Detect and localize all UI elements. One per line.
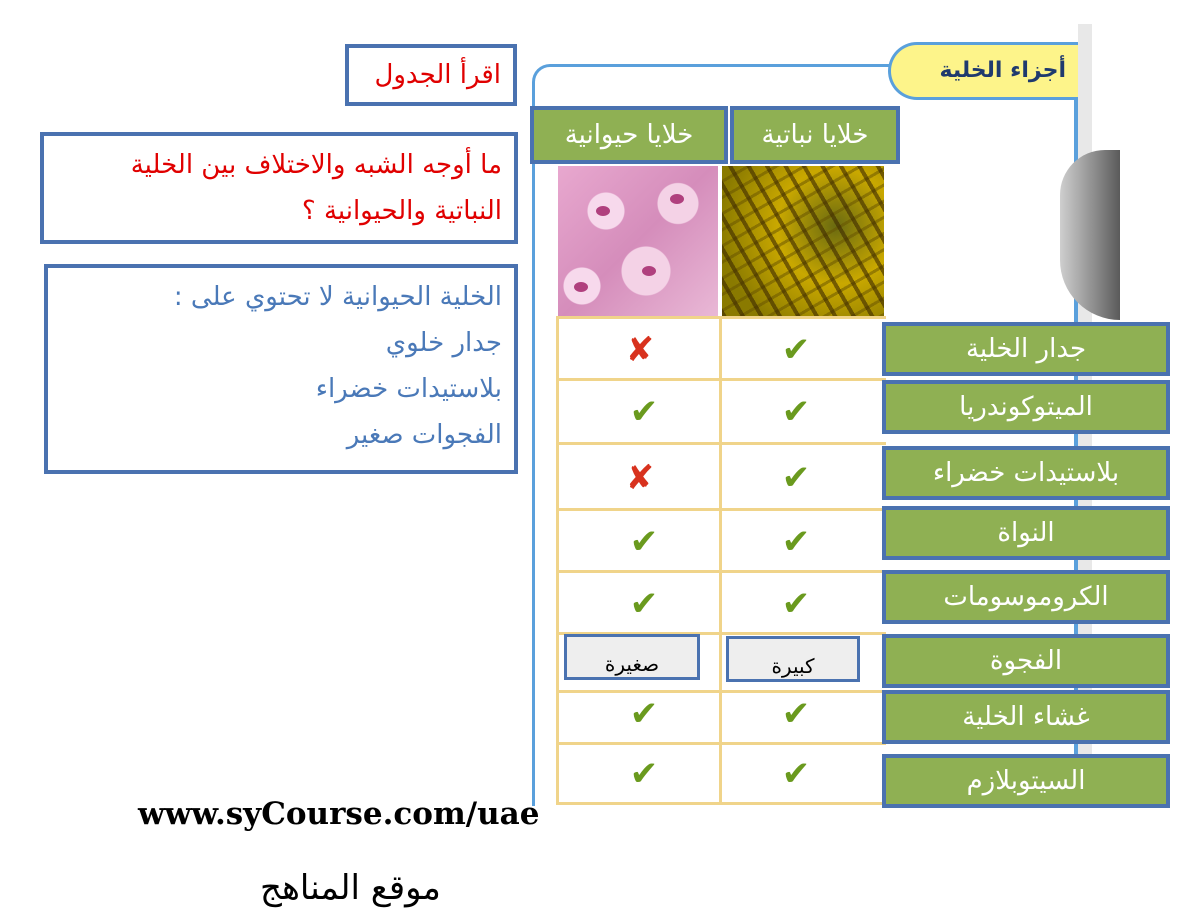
- row-label-text: بلاستيدات خضراء: [932, 458, 1120, 488]
- question-line-1: ما أوجه الشبه والاختلاف بين الخلية: [130, 150, 502, 180]
- answer-line-3: بلاستيدات خضراء: [315, 374, 502, 404]
- row-label-text: الميتوكوندريا: [959, 392, 1093, 422]
- row-label-text: جدار الخلية: [965, 334, 1087, 364]
- vacuole-size-animal-text: صغيرة: [604, 652, 660, 676]
- row-label-cell-membrane: [882, 690, 1170, 744]
- header-plant-cells: [730, 106, 900, 164]
- header-plant-label: خلايا نباتية: [761, 120, 869, 150]
- vacuole-size-plant: [726, 636, 860, 682]
- nucleus-mark: [670, 194, 684, 204]
- question-line-2: النباتية والحيوانية ؟: [301, 196, 502, 226]
- check-mark-icon: ✔: [781, 694, 811, 734]
- check-mark-icon: ✔: [629, 584, 659, 624]
- read-table-box: [345, 44, 517, 106]
- row-label-text: الفجوة: [989, 646, 1063, 676]
- check-mark-icon: ✔: [781, 522, 811, 562]
- site-name: موقع المناهج: [260, 868, 441, 908]
- row-label-vacuole: [882, 634, 1170, 688]
- vacuole-size-plant-text: كبيرة: [771, 654, 815, 678]
- row-label-nucleus: [882, 506, 1170, 560]
- table-grid-line: [556, 318, 559, 804]
- animal-cells-image: [558, 166, 718, 316]
- check-mark-icon: ✔: [781, 392, 811, 432]
- cross-mark-icon: ✘: [625, 330, 655, 370]
- check-mark-icon: ✔: [629, 522, 659, 562]
- read-table-text: اقرأ الجدول: [374, 60, 501, 90]
- answer-line-4: الفجوات صغير: [346, 420, 502, 450]
- row-label-cell-wall: [882, 322, 1170, 376]
- check-mark-icon: ✔: [629, 392, 659, 432]
- row-label-text: الكروموسومات: [943, 582, 1109, 612]
- website-url: www.syCourse.com/uae: [138, 796, 540, 832]
- row-label-mitochondria: [882, 380, 1170, 434]
- check-mark-icon: ✔: [781, 458, 811, 498]
- nucleus-mark: [574, 282, 588, 292]
- row-label-chloroplasts: [882, 446, 1170, 500]
- row-label-text: غشاء الخلية: [962, 702, 1090, 732]
- row-label-text: النواة: [997, 518, 1055, 548]
- question-box: [40, 132, 518, 244]
- row-label-chromosomes: [882, 570, 1170, 624]
- answer-line-2: جدار خلوي: [385, 328, 502, 358]
- vacuole-size-animal: [564, 634, 700, 680]
- cross-mark-icon: ✘: [625, 458, 655, 498]
- section-tab-title: أجزاء الخلية: [939, 58, 1066, 83]
- section-tab: [888, 42, 1078, 100]
- row-label-text: السيتوبلازم: [966, 766, 1086, 796]
- table-grid-line: [719, 318, 722, 804]
- answer-box: [44, 264, 518, 474]
- check-mark-icon: ✔: [629, 694, 659, 734]
- header-animal-label: خلايا حيوانية: [564, 120, 694, 150]
- plant-cells-image: [722, 166, 884, 316]
- row-label-cytoplasm: [882, 754, 1170, 808]
- check-mark-icon: ✔: [629, 754, 659, 794]
- header-animal-cells: [530, 106, 728, 164]
- answer-line-1: الخلية الحيوانية لا تحتوي على :: [173, 282, 502, 312]
- check-mark-icon: ✔: [781, 330, 811, 370]
- nucleus-mark: [642, 266, 656, 276]
- check-mark-icon: ✔: [781, 754, 811, 794]
- nucleus-mark: [596, 206, 610, 216]
- check-mark-icon: ✔: [781, 584, 811, 624]
